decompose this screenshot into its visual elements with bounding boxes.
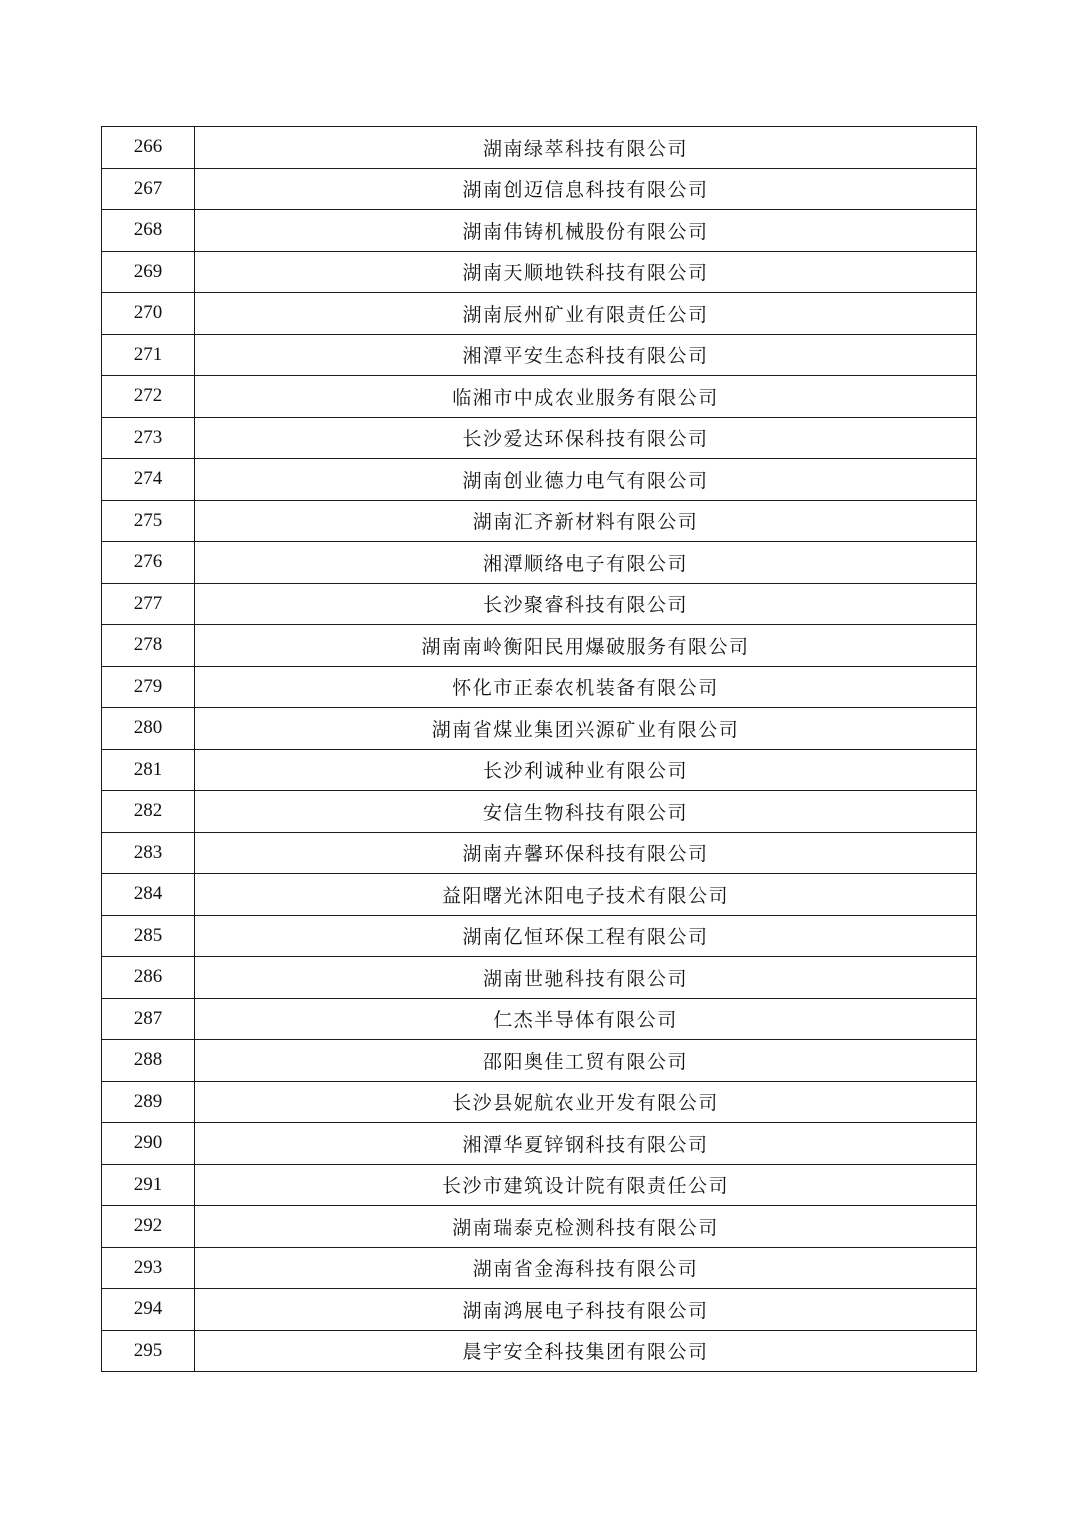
company-name: 益阳曙光沐阳电子技术有限公司 — [195, 874, 977, 916]
company-name: 临湘市中成农业服务有限公司 — [195, 376, 977, 418]
table-row — [102, 874, 977, 916]
table-row — [102, 749, 977, 791]
table-row — [102, 957, 977, 999]
row-number: 291 — [102, 1164, 195, 1206]
table-row — [102, 1164, 977, 1206]
company-name: 湖南亿恒环保工程有限公司 — [195, 915, 977, 957]
table-row — [102, 1289, 977, 1331]
table-row — [102, 1330, 977, 1372]
row-number: 279 — [102, 666, 195, 708]
company-name: 湖南省金海科技有限公司 — [195, 1247, 977, 1289]
table-row — [102, 417, 977, 459]
company-name: 安信生物科技有限公司 — [195, 791, 977, 833]
company-name: 湖南鸿展电子科技有限公司 — [195, 1289, 977, 1331]
table-body — [102, 127, 977, 1372]
table-row — [102, 376, 977, 418]
company-name: 晨宇安全科技集团有限公司 — [195, 1330, 977, 1372]
company-list-table — [101, 126, 977, 1372]
company-name: 长沙爱达环保科技有限公司 — [195, 417, 977, 459]
company-name: 长沙县妮航农业开发有限公司 — [195, 1081, 977, 1123]
table-row — [102, 791, 977, 833]
row-number: 290 — [102, 1123, 195, 1165]
company-name: 湘潭华夏锌钢科技有限公司 — [195, 1123, 977, 1165]
company-name: 湖南瑞泰克检测科技有限公司 — [195, 1206, 977, 1248]
row-number: 289 — [102, 1081, 195, 1123]
table-row — [102, 293, 977, 335]
row-number: 275 — [102, 500, 195, 542]
row-number: 278 — [102, 625, 195, 667]
row-number: 285 — [102, 915, 195, 957]
table-row — [102, 915, 977, 957]
table-row — [102, 1040, 977, 1082]
row-number: 292 — [102, 1206, 195, 1248]
table-row — [102, 832, 977, 874]
table-row — [102, 998, 977, 1040]
table-row — [102, 708, 977, 750]
row-number: 287 — [102, 998, 195, 1040]
table-row — [102, 459, 977, 501]
table-row — [102, 168, 977, 210]
row-number: 267 — [102, 168, 195, 210]
row-number: 272 — [102, 376, 195, 418]
company-name: 长沙聚睿科技有限公司 — [195, 583, 977, 625]
company-name: 湖南创迈信息科技有限公司 — [195, 168, 977, 210]
table-row — [102, 210, 977, 252]
table-row — [102, 500, 977, 542]
company-name: 湖南绿萃科技有限公司 — [195, 127, 977, 169]
company-name: 湖南卉馨环保科技有限公司 — [195, 832, 977, 874]
company-name: 长沙利诚种业有限公司 — [195, 749, 977, 791]
row-number: 284 — [102, 874, 195, 916]
company-name: 湖南伟铸机械股份有限公司 — [195, 210, 977, 252]
row-number: 271 — [102, 334, 195, 376]
table-row — [102, 583, 977, 625]
row-number: 286 — [102, 957, 195, 999]
company-name: 长沙市建筑设计院有限责任公司 — [195, 1164, 977, 1206]
company-name: 湘潭平安生态科技有限公司 — [195, 334, 977, 376]
company-name: 湖南省煤业集团兴源矿业有限公司 — [195, 708, 977, 750]
row-number: 266 — [102, 127, 195, 169]
table-row — [102, 334, 977, 376]
company-name: 湖南创业德力电气有限公司 — [195, 459, 977, 501]
company-name: 邵阳奥佳工贸有限公司 — [195, 1040, 977, 1082]
row-number: 269 — [102, 251, 195, 293]
table-row — [102, 625, 977, 667]
table-row — [102, 1206, 977, 1248]
company-name: 仁杰半导体有限公司 — [195, 998, 977, 1040]
company-name: 湖南世驰科技有限公司 — [195, 957, 977, 999]
table-row — [102, 542, 977, 584]
row-number: 277 — [102, 583, 195, 625]
row-number: 282 — [102, 791, 195, 833]
table-row — [102, 1247, 977, 1289]
table-row — [102, 666, 977, 708]
row-number: 273 — [102, 417, 195, 459]
row-number: 294 — [102, 1289, 195, 1331]
row-number: 293 — [102, 1247, 195, 1289]
company-name: 湘潭顺络电子有限公司 — [195, 542, 977, 584]
table-row — [102, 1123, 977, 1165]
row-number: 281 — [102, 749, 195, 791]
row-number: 280 — [102, 708, 195, 750]
company-name: 湖南南岭衡阳民用爆破服务有限公司 — [195, 625, 977, 667]
table-row — [102, 1081, 977, 1123]
table-row — [102, 127, 977, 169]
row-number: 274 — [102, 459, 195, 501]
row-number: 295 — [102, 1330, 195, 1372]
row-number: 283 — [102, 832, 195, 874]
row-number: 276 — [102, 542, 195, 584]
table-row — [102, 251, 977, 293]
company-name: 湖南辰州矿业有限责任公司 — [195, 293, 977, 335]
company-name: 怀化市正泰农机装备有限公司 — [195, 666, 977, 708]
row-number: 288 — [102, 1040, 195, 1082]
row-number: 270 — [102, 293, 195, 335]
company-name: 湖南天顺地铁科技有限公司 — [195, 251, 977, 293]
company-name: 湖南汇齐新材料有限公司 — [195, 500, 977, 542]
row-number: 268 — [102, 210, 195, 252]
